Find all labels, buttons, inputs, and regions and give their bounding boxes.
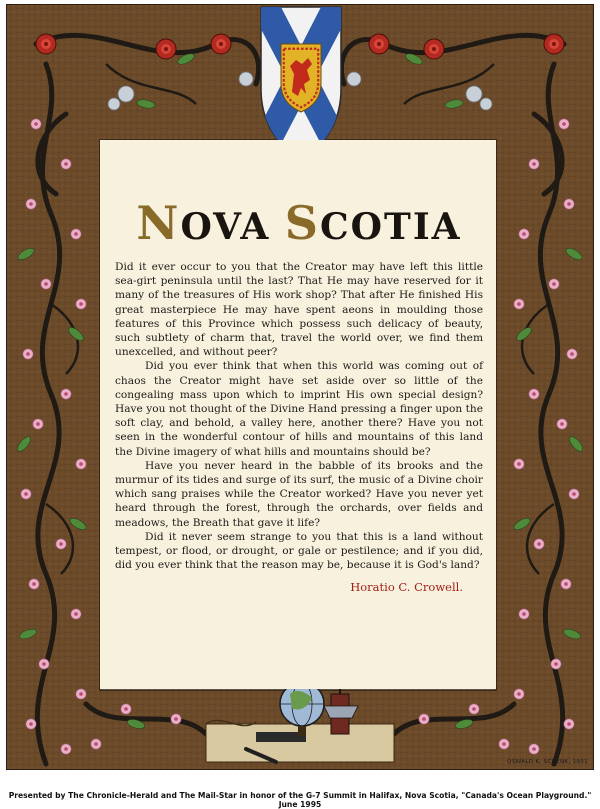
paragraph-4: Did it never seem strange to you that this is a land without tempest, or flood, or drought, or gale or pestilence; and if you did, did you ever think that the reason may be, because it is God's land?	[115, 530, 483, 572]
paragraph-2: Did you ever think that when this world was coming out of chaos the Creator might have set aside over so little of the congealing mass upon which to imprint His own special design? Have you not thought of the Divine Hand pressing a finger upon the soft clay, and behold, a valley here, another there? Have you not seen in the wonderful contour of hills and mountains of this land the Divine imagery of what hills and mountains should be?	[115, 360, 483, 458]
artist-credit: OSWALD K. SCHENK, 1931	[507, 759, 588, 765]
document-text	[115, 150, 483, 594]
page-title	[115, 196, 483, 250]
paragraph-3: Have you never heard in the babble of its brooks and the murmur of its tides and surge of its surf, the music of a Divine choir which sang praises while the Creator worked? Have you never yet heard through the forest, through the orchards, over fields and meadows, the Breath that gave it life?	[115, 459, 483, 529]
title-word-1: OVA	[180, 206, 285, 248]
title-initial-s: S	[284, 196, 321, 250]
signature: Horatio C. Crowell.	[350, 580, 463, 595]
title-word-2: COTIA	[320, 206, 462, 248]
paragraph-1: Did it ever occur to you that the Creator may have left this little sea-girt peninsula until the last? That He may have reserved for it many of the treasures of His work shop? That after He finished His great masterpiece He may have spent aeons in moulding those features of this Province which possess such delicacy of beauty, such subtlety of charm that, travel the world over, we find them unexcelled, and without peer?	[115, 261, 483, 359]
poem-body	[115, 260, 483, 572]
caption: Presented by The Chronicle-Herald and The Mail-Star in honor of the G-7 Summit in Halifax, Nova Scotia, "Canada's Ocean Playground." June 1995	[8, 791, 592, 809]
title-initial-n: N	[136, 196, 181, 250]
